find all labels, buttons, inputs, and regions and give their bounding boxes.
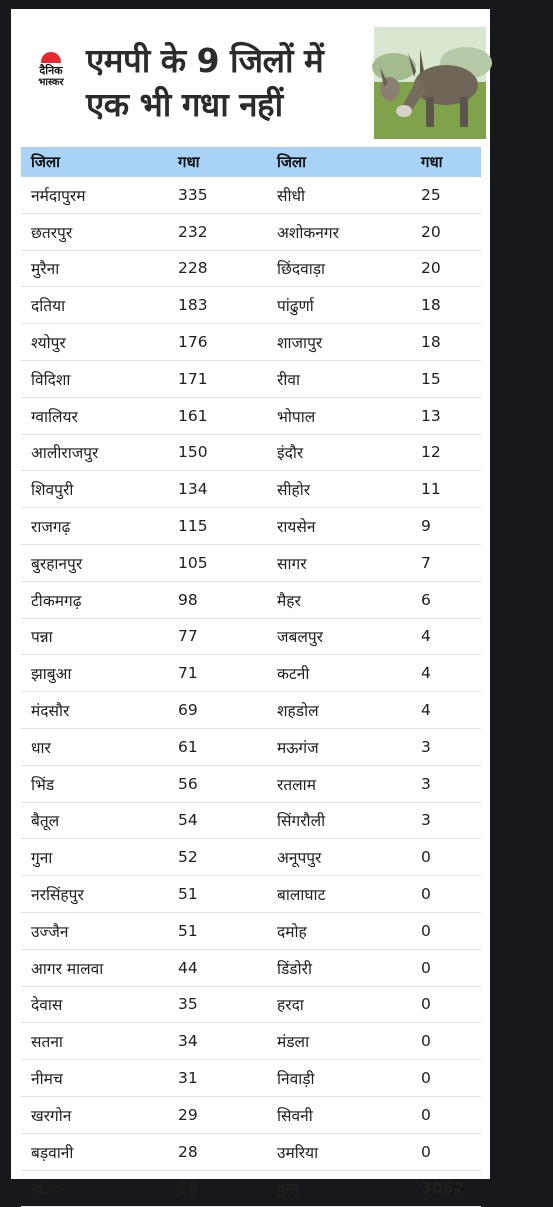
district-right-cell: पांढुर्णा xyxy=(258,287,386,324)
count-left-cell: 228 xyxy=(140,250,258,287)
table-row xyxy=(21,508,481,545)
table-row xyxy=(21,250,481,287)
count-right-cell: 0 xyxy=(386,986,481,1023)
count-right-cell: 15 xyxy=(386,360,481,397)
header-district-right: जिला xyxy=(277,153,307,171)
district-left-cell: छतरपुर xyxy=(21,213,140,250)
count-right-cell: 4 xyxy=(386,655,481,692)
table-row xyxy=(21,471,481,508)
count-right-cell: 3 xyxy=(386,802,481,839)
count-right-cell: 0 xyxy=(386,912,481,949)
count-right-cell: 13 xyxy=(386,397,481,434)
table-row xyxy=(21,1023,481,1060)
district-left-cell: खंडवा xyxy=(21,1170,140,1207)
count-left-cell: 176 xyxy=(140,324,258,361)
count-left-cell: 232 xyxy=(140,213,258,250)
donkey-photo xyxy=(374,27,486,139)
district-right-cell: भोपाल xyxy=(258,397,386,434)
count-left-cell: 183 xyxy=(140,287,258,324)
table-row xyxy=(21,655,481,692)
district-right-cell: डिंडोरी xyxy=(258,949,386,986)
table-row xyxy=(21,177,481,213)
district-left-cell: धार xyxy=(21,728,140,765)
district-left-cell: खरगोन xyxy=(21,1096,140,1133)
header-district-left: जिला xyxy=(31,153,61,171)
count-left-cell: 26 xyxy=(140,1170,258,1207)
table-row-total xyxy=(21,1170,481,1207)
district-left-cell: झाबुआ xyxy=(21,655,140,692)
table-row xyxy=(21,287,481,324)
logo-sun-icon xyxy=(41,52,61,63)
count-left-cell: 54 xyxy=(140,802,258,839)
table-row xyxy=(21,360,481,397)
count-left-cell: 44 xyxy=(140,949,258,986)
district-left-cell: उज्जैन xyxy=(21,912,140,949)
donkey-count-table xyxy=(21,147,481,1207)
count-right-cell: 3052 xyxy=(386,1170,481,1207)
header-donkeys-left: गधा xyxy=(178,153,200,171)
count-right-cell: 0 xyxy=(386,1096,481,1133)
table-row xyxy=(21,544,481,581)
table-header-row xyxy=(21,147,481,177)
district-left-cell: नरसिंहपुर xyxy=(21,876,140,913)
district-right-cell: इंदौर xyxy=(258,434,386,471)
district-right-cell: कुल xyxy=(258,1170,386,1207)
district-right-cell: सागर xyxy=(258,544,386,581)
table-row xyxy=(21,1060,481,1097)
district-left-cell: गुना xyxy=(21,839,140,876)
district-right-cell: मंडला xyxy=(258,1023,386,1060)
district-left-cell: श्योपुर xyxy=(21,324,140,361)
count-left-cell: 134 xyxy=(140,471,258,508)
infographic-card xyxy=(11,9,490,1199)
table-row xyxy=(21,692,481,729)
district-left-cell: दतिया xyxy=(21,287,140,324)
district-right-cell: निवाड़ी xyxy=(258,1060,386,1097)
headline xyxy=(86,39,396,127)
district-left-cell: बड़वानी xyxy=(21,1133,140,1170)
headline-line2: एक भी गधा नहीं xyxy=(86,85,283,124)
table-row xyxy=(21,324,481,361)
count-right-cell: 0 xyxy=(386,839,481,876)
count-left-cell: 98 xyxy=(140,581,258,618)
table-row xyxy=(21,912,481,949)
district-right-cell: बालाघाट xyxy=(258,876,386,913)
district-right-cell: मैहर xyxy=(258,581,386,618)
count-right-cell: 11 xyxy=(386,471,481,508)
district-right-cell: सीधी xyxy=(258,177,386,213)
district-left-cell: नीमच xyxy=(21,1060,140,1097)
district-right-cell: रायसेन xyxy=(258,508,386,545)
district-right-cell: जबलपुर xyxy=(258,618,386,655)
count-left-cell: 105 xyxy=(140,544,258,581)
count-right-cell: 0 xyxy=(386,949,481,986)
logo-text-line2: भास्कर xyxy=(38,76,64,88)
district-right-cell: अशोकनगर xyxy=(258,213,386,250)
count-left-cell: 77 xyxy=(140,618,258,655)
district-left-cell: मुरैना xyxy=(21,250,140,287)
district-right-cell: हरदा xyxy=(258,986,386,1023)
count-right-cell: 6 xyxy=(386,581,481,618)
district-right-cell: मऊगंज xyxy=(258,728,386,765)
count-left-cell: 61 xyxy=(140,728,258,765)
count-left-cell: 161 xyxy=(140,397,258,434)
district-left-cell: राजगढ़ xyxy=(21,508,140,545)
count-left-cell: 150 xyxy=(140,434,258,471)
district-right-cell: सिवनी xyxy=(258,1096,386,1133)
district-left-cell: आलीराजपुर xyxy=(21,434,140,471)
count-right-cell: 0 xyxy=(386,1060,481,1097)
district-left-cell: ग्वालियर xyxy=(21,397,140,434)
count-right-cell: 3 xyxy=(386,728,481,765)
district-left-cell: शिवपुरी xyxy=(21,471,140,508)
header-donkeys-right: गधा xyxy=(421,153,443,171)
district-right-cell: रीवा xyxy=(258,360,386,397)
district-left-cell: आगर मालवा xyxy=(21,949,140,986)
table-row xyxy=(21,618,481,655)
district-right-cell: शाजापुर xyxy=(258,324,386,361)
logo-text-line1: दैनिक xyxy=(39,63,63,77)
count-right-cell: 20 xyxy=(386,213,481,250)
district-right-cell: दमोह xyxy=(258,912,386,949)
district-right-cell: शहडोल xyxy=(258,692,386,729)
count-left-cell: 51 xyxy=(140,876,258,913)
count-left-cell: 335 xyxy=(140,177,258,213)
count-left-cell: 51 xyxy=(140,912,258,949)
district-left-cell: पन्ना xyxy=(21,618,140,655)
table-row xyxy=(21,1096,481,1133)
count-right-cell: 9 xyxy=(386,508,481,545)
district-left-cell: मंदसौर xyxy=(21,692,140,729)
count-left-cell: 52 xyxy=(140,839,258,876)
count-left-cell: 31 xyxy=(140,1060,258,1097)
count-left-cell: 69 xyxy=(140,692,258,729)
table-row xyxy=(21,1133,481,1170)
district-left-cell: विदिशा xyxy=(21,360,140,397)
table-body xyxy=(21,177,481,1207)
count-right-cell: 4 xyxy=(386,618,481,655)
count-right-cell: 20 xyxy=(386,250,481,287)
district-left-cell: भिंड xyxy=(21,765,140,802)
table-row xyxy=(21,765,481,802)
table-row xyxy=(21,802,481,839)
dainik-bhaskar-logo xyxy=(27,46,75,94)
district-right-cell: अनूपपुर xyxy=(258,839,386,876)
count-right-cell: 12 xyxy=(386,434,481,471)
count-left-cell: 115 xyxy=(140,508,258,545)
district-left-cell: सतना xyxy=(21,1023,140,1060)
count-left-cell: 56 xyxy=(140,765,258,802)
count-right-cell: 18 xyxy=(386,287,481,324)
count-right-cell: 25 xyxy=(386,177,481,213)
district-right-cell: सिंगरौली xyxy=(258,802,386,839)
table-row xyxy=(21,839,481,876)
count-left-cell: 171 xyxy=(140,360,258,397)
district-left-cell: बुरहानपुर xyxy=(21,544,140,581)
headline-line1: एमपी के 9 जिलों में xyxy=(86,41,324,80)
district-right-cell: उमरिया xyxy=(258,1133,386,1170)
district-right-cell: कटनी xyxy=(258,655,386,692)
count-left-cell: 35 xyxy=(140,986,258,1023)
table-row xyxy=(21,581,481,618)
count-right-cell: 0 xyxy=(386,1023,481,1060)
table-row xyxy=(21,728,481,765)
table-row xyxy=(21,213,481,250)
district-left-cell: नर्मदापुरम xyxy=(21,177,140,213)
table-row xyxy=(21,876,481,913)
count-left-cell: 71 xyxy=(140,655,258,692)
district-left-cell: देवास xyxy=(21,986,140,1023)
district-left-cell: टीकमगढ़ xyxy=(21,581,140,618)
district-right-cell: छिंदवाड़ा xyxy=(258,250,386,287)
district-left-cell: बैतूल xyxy=(21,802,140,839)
count-left-cell: 29 xyxy=(140,1096,258,1133)
table-row xyxy=(21,949,481,986)
count-right-cell: 18 xyxy=(386,324,481,361)
count-right-cell: 0 xyxy=(386,1133,481,1170)
count-right-cell: 3 xyxy=(386,765,481,802)
district-right-cell: रतलाम xyxy=(258,765,386,802)
count-left-cell: 34 xyxy=(140,1023,258,1060)
table-row xyxy=(21,434,481,471)
district-right-cell: सीहोर xyxy=(258,471,386,508)
count-left-cell: 28 xyxy=(140,1133,258,1170)
count-right-cell: 0 xyxy=(386,876,481,913)
table-row xyxy=(21,986,481,1023)
count-right-cell: 7 xyxy=(386,544,481,581)
count-right-cell: 4 xyxy=(386,692,481,729)
table-row xyxy=(21,397,481,434)
